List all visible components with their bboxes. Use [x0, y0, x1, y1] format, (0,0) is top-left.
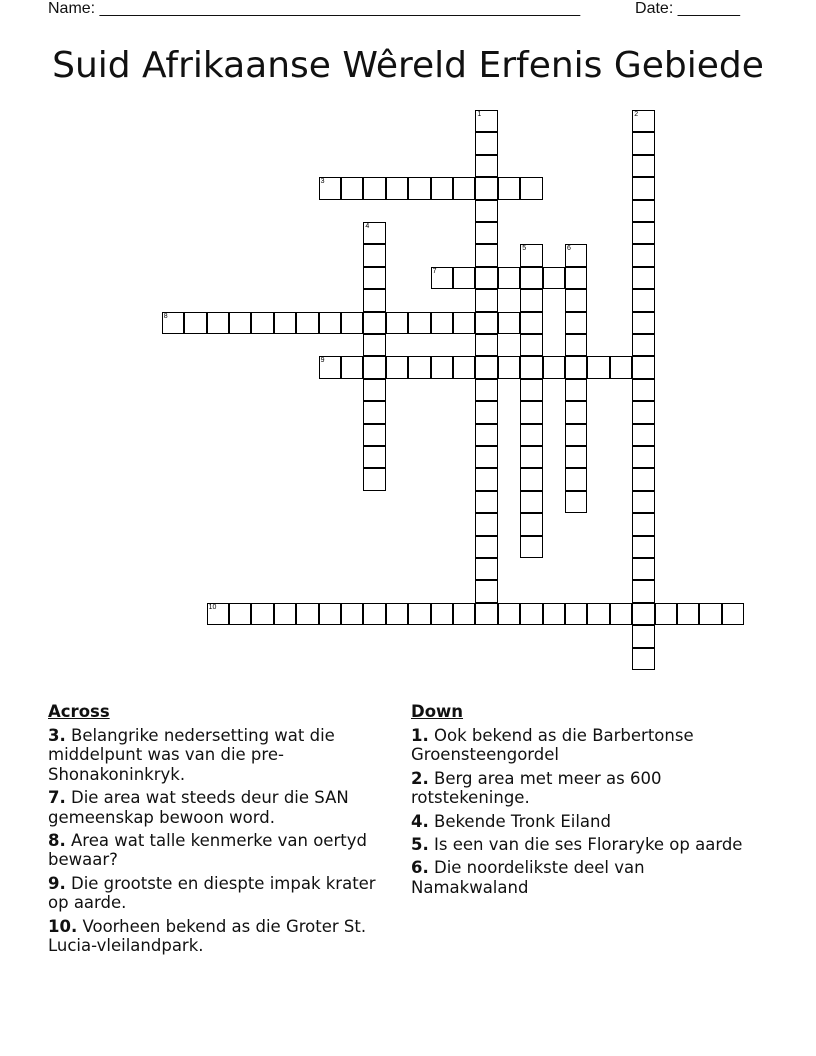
grid-cell[interactable] [475, 446, 497, 468]
grid-cell[interactable] [363, 244, 385, 266]
grid-cell[interactable] [453, 356, 475, 378]
clue-item-number: 1. [411, 726, 429, 745]
grid-cell[interactable] [520, 513, 542, 535]
clue-item-text: Is een van die ses Floraryke op aarde [428, 835, 743, 855]
grid-cell[interactable] [386, 177, 408, 199]
grid-cell[interactable] [632, 244, 654, 266]
grid-cell[interactable] [431, 356, 453, 378]
clue-number: 3 [320, 178, 325, 186]
date-field-label: Date: _______ [635, 0, 740, 17]
grid-cell[interactable] [363, 222, 385, 244]
clue-item [48, 726, 398, 784]
grid-cell[interactable] [431, 177, 453, 199]
clue-item-text: Belangrike nedersetting wat die middelpunt was van die pre-Shonakoninkryk. [48, 726, 335, 784]
grid-cell[interactable] [565, 289, 587, 311]
grid-cell[interactable] [475, 110, 497, 132]
clue-item-number: 10. [48, 916, 78, 936]
grid-cell[interactable] [363, 446, 385, 468]
clue-item-number: 6. [411, 858, 429, 878]
clue-item [411, 769, 751, 808]
grid-cell[interactable] [363, 334, 385, 356]
grid-cell[interactable] [475, 267, 497, 289]
grid-cell[interactable] [632, 580, 654, 602]
grid-cell[interactable] [475, 536, 497, 558]
grid-cell[interactable] [632, 424, 654, 446]
grid-cell[interactable] [699, 603, 721, 625]
clue-item-number: 5. [411, 835, 429, 855]
clue-item-text: Voorheen bekend as die Groter St. Lucia-vleilandpark. [48, 916, 367, 956]
grid-cell[interactable] [341, 356, 363, 378]
grid-cell[interactable] [475, 289, 497, 311]
grid-cell[interactable] [475, 379, 497, 401]
grid-cell[interactable] [453, 267, 475, 289]
grid-cell[interactable] [520, 267, 542, 289]
grid-cell[interactable] [632, 334, 654, 356]
clue-number: 5 [522, 245, 527, 253]
grid-cell[interactable] [498, 356, 520, 378]
grid-cell[interactable] [610, 603, 632, 625]
grid-cell[interactable] [319, 603, 341, 625]
grid-cell[interactable] [475, 603, 497, 625]
grid-cell[interactable] [453, 312, 475, 334]
grid-cell[interactable] [475, 222, 497, 244]
page-title: Suid Afrikaanse Wêreld Erfenis Gebiede [52, 45, 764, 86]
grid-cell[interactable] [520, 424, 542, 446]
grid-cell[interactable] [475, 401, 497, 423]
grid-cell[interactable] [520, 401, 542, 423]
grid-cell[interactable] [565, 401, 587, 423]
clue-item [411, 726, 751, 765]
clue-item-number: 9. [48, 873, 66, 893]
grid-cell[interactable] [565, 356, 587, 378]
grid-cell[interactable] [475, 177, 497, 199]
grid-cell[interactable] [520, 244, 542, 266]
down-heading: Down [411, 702, 464, 721]
grid-cell[interactable] [341, 312, 363, 334]
grid-cell[interactable] [475, 513, 497, 535]
grid-cell[interactable] [274, 312, 296, 334]
grid-cell[interactable] [722, 603, 744, 625]
clue-item-text: Area wat talle kenmerke van oertyd bewaar? [48, 831, 367, 870]
grid-cell[interactable] [587, 356, 609, 378]
grid-cell[interactable] [632, 491, 654, 513]
clue-item [411, 812, 751, 831]
clue-item [411, 835, 751, 854]
grid-cell[interactable] [184, 312, 206, 334]
grid-cell[interactable] [475, 580, 497, 602]
grid-cell[interactable] [498, 267, 520, 289]
name-field-label: Name: ______________________________________________________ [48, 0, 581, 17]
grid-cell[interactable] [520, 536, 542, 558]
grid-cell[interactable] [363, 379, 385, 401]
grid-cell[interactable] [475, 312, 497, 334]
grid-cell[interactable] [408, 177, 430, 199]
clue-item-text: Die noordelikste deel van Namakwaland [411, 858, 645, 897]
grid-cell[interactable] [229, 312, 251, 334]
grid-cell[interactable] [520, 312, 542, 334]
grid-cell[interactable] [632, 536, 654, 558]
clue-item [48, 917, 398, 956]
clue-number: 6 [567, 245, 571, 253]
clue-item [48, 788, 398, 827]
grid-cell[interactable] [162, 312, 184, 334]
grid-cell[interactable] [363, 177, 385, 199]
grid-cell[interactable] [632, 513, 654, 535]
grid-cell[interactable] [319, 312, 341, 334]
grid-cell[interactable] [475, 200, 497, 222]
grid-cell[interactable] [475, 356, 497, 378]
grid-cell[interactable] [363, 312, 385, 334]
clue-item-text: Bekende Tronk Eiland [428, 811, 611, 831]
grid-cell[interactable] [363, 267, 385, 289]
grid-cell[interactable] [319, 356, 341, 378]
grid-cell[interactable] [520, 446, 542, 468]
grid-cell[interactable] [408, 356, 430, 378]
grid-cell[interactable] [363, 468, 385, 490]
grid-cell[interactable] [341, 603, 363, 625]
grid-cell[interactable] [520, 356, 542, 378]
grid-cell[interactable] [565, 468, 587, 490]
grid-cell[interactable] [475, 334, 497, 356]
clue-item-number: 4. [411, 811, 429, 831]
grid-cell[interactable] [632, 289, 654, 311]
grid-cell[interactable] [632, 648, 654, 670]
grid-cell[interactable] [565, 491, 587, 513]
grid-cell[interactable] [207, 603, 229, 625]
grid-cell[interactable] [408, 312, 430, 334]
grid-cell[interactable] [632, 267, 654, 289]
clue-item-text: Die grootste en diespte impak krater op aarde. [48, 873, 376, 913]
clue-number: 1 [477, 111, 482, 118]
grid-cell[interactable] [587, 603, 609, 625]
grid-cell[interactable] [520, 603, 542, 625]
grid-cell[interactable] [565, 334, 587, 356]
grid-cell[interactable] [565, 446, 587, 468]
grid-cell[interactable] [251, 603, 273, 625]
grid-cell[interactable] [453, 603, 475, 625]
clue-item-number: 2. [411, 768, 429, 788]
grid-cell[interactable] [296, 603, 318, 625]
clue-number: 4 [365, 223, 370, 230]
grid-cell[interactable] [386, 603, 408, 625]
grid-cell[interactable] [229, 603, 251, 625]
grid-cell[interactable] [520, 491, 542, 513]
grid-cell[interactable] [565, 424, 587, 446]
grid-cell[interactable] [543, 603, 565, 625]
grid-cell[interactable] [431, 312, 453, 334]
grid-cell[interactable] [520, 334, 542, 356]
grid-cell[interactable] [565, 312, 587, 334]
clue-item-number: 8. [48, 831, 66, 851]
grid-cell[interactable] [498, 603, 520, 625]
grid-cell[interactable] [565, 379, 587, 401]
clue-number: 10 [208, 603, 217, 611]
grid-cell[interactable] [363, 603, 385, 625]
grid-cell[interactable] [319, 177, 341, 199]
grid-cell[interactable] [632, 110, 654, 132]
grid-cell[interactable] [520, 177, 542, 199]
grid-cell[interactable] [363, 289, 385, 311]
grid-cell[interactable] [565, 267, 587, 289]
down-clues [411, 702, 751, 901]
grid-cell[interactable] [475, 558, 497, 580]
grid-cell[interactable] [475, 468, 497, 490]
grid-cell[interactable] [632, 379, 654, 401]
grid-cell[interactable] [207, 312, 229, 334]
clue-number: 8 [163, 312, 168, 320]
grid-cell[interactable] [520, 468, 542, 490]
grid-cell[interactable] [431, 267, 453, 289]
grid-cell[interactable] [543, 267, 565, 289]
grid-cell[interactable] [363, 401, 385, 423]
clue-item [411, 858, 751, 897]
grid-cell[interactable] [565, 603, 587, 625]
grid-cell[interactable] [632, 312, 654, 334]
grid-cell[interactable] [632, 356, 654, 378]
clue-item-text: Ook bekend as die Barbertonse Groensteengordel [411, 726, 694, 765]
clue-item [48, 874, 398, 913]
grid-cell[interactable] [565, 244, 587, 266]
across-clues [48, 702, 398, 959]
grid-cell[interactable] [632, 132, 654, 154]
grid-cell[interactable] [520, 379, 542, 401]
clue-item-number: 3. [48, 726, 66, 745]
grid-cell[interactable] [520, 289, 542, 311]
grid-cell[interactable] [386, 356, 408, 378]
clue-item [48, 831, 398, 870]
grid-cell[interactable] [475, 155, 497, 177]
grid-cell[interactable] [632, 177, 654, 199]
grid-cell[interactable] [632, 222, 654, 244]
grid-cell[interactable] [632, 558, 654, 580]
clue-number: 7 [432, 267, 437, 275]
grid-cell[interactable] [475, 491, 497, 513]
grid-cell[interactable] [296, 312, 318, 334]
grid-cell[interactable] [363, 424, 385, 446]
grid-cell[interactable] [251, 312, 273, 334]
grid-cell[interactable] [274, 603, 296, 625]
grid-cell[interactable] [677, 603, 699, 625]
grid-cell[interactable] [475, 244, 497, 266]
grid-cell[interactable] [386, 312, 408, 334]
clue-item-text: Berg area met meer as 600 rotstekeninge. [411, 768, 662, 808]
grid-cell[interactable] [543, 356, 565, 378]
clue-item-number: 7. [48, 788, 66, 808]
grid-cell[interactable] [431, 603, 453, 625]
grid-cell[interactable] [632, 200, 654, 222]
grid-cell[interactable] [408, 603, 430, 625]
grid-cell[interactable] [632, 625, 654, 647]
grid-cell[interactable] [632, 155, 654, 177]
grid-cell[interactable] [610, 356, 632, 378]
clue-number: 9 [320, 357, 325, 365]
clue-number: 2 [634, 111, 639, 118]
grid-cell[interactable] [475, 132, 497, 154]
grid-cell[interactable] [632, 446, 654, 468]
grid-cell[interactable] [632, 401, 654, 423]
clue-item-text: Die area wat steeds deur die SAN gemeenskap bewoon word. [48, 788, 349, 827]
grid-cell[interactable] [498, 177, 520, 199]
grid-cell[interactable] [341, 177, 363, 199]
across-heading: Across [48, 702, 110, 721]
grid-cell[interactable] [475, 424, 497, 446]
grid-cell[interactable] [363, 356, 385, 378]
grid-cell[interactable] [632, 468, 654, 490]
grid-cell[interactable] [632, 603, 654, 625]
grid-cell[interactable] [453, 177, 475, 199]
grid-cell[interactable] [655, 603, 677, 625]
grid-cell[interactable] [498, 312, 520, 334]
